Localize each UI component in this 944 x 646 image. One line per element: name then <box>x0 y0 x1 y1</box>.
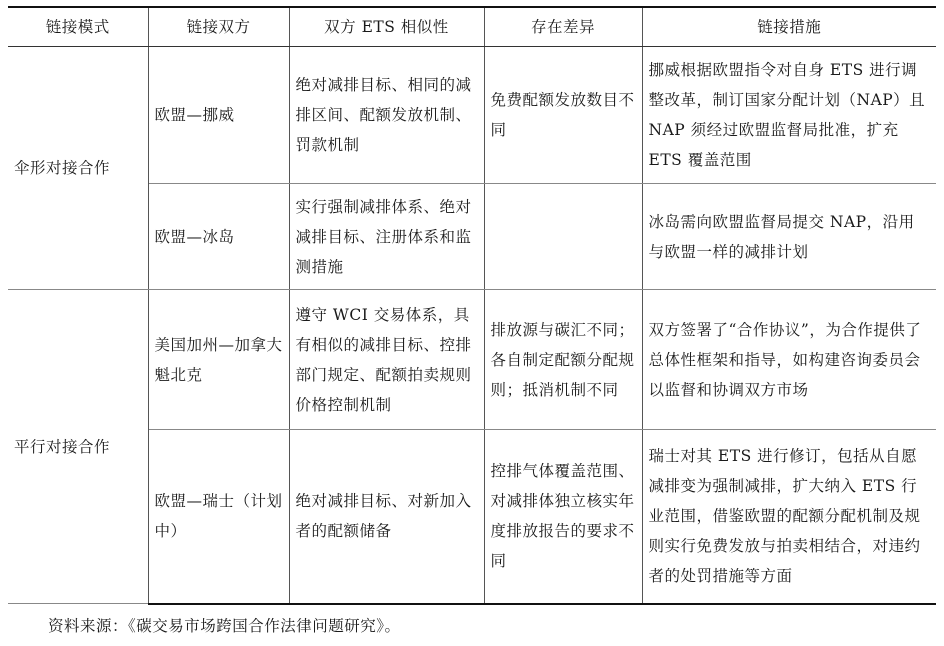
table-row <box>8 47 936 184</box>
difference-cell: 排放源与碳汇不同；各自制定配额分配规则；抵消机制不同 <box>484 290 642 430</box>
source-note: 资料来源：《碳交易市场跨国合作法律问题研究》。 <box>48 617 401 635</box>
parties-cell: 欧盟—冰岛 <box>148 184 289 290</box>
table-row <box>8 430 936 604</box>
header-link-mode: 链接模式 <box>8 7 148 47</box>
table-row <box>8 184 936 290</box>
similarity-cell: 绝对减排目标、相同的减排区间、配额发放机制、罚款机制 <box>289 47 484 184</box>
header-link-measures: 链接措施 <box>642 7 936 47</box>
parties-cell: 美国加州—加拿大魁北克 <box>148 290 289 430</box>
similarity-cell: 绝对减排目标、对新加入者的配额储备 <box>289 430 484 604</box>
similarity-cell: 遵守 WCI 交易体系，具有相似的减排目标、控排部门规定、配额拍卖规则价格控制机制 <box>289 290 484 430</box>
link-mode-cell: 伞形对接合作 <box>8 47 148 290</box>
header-differences: 存在差异 <box>484 7 642 47</box>
header-ets-similarity: 双方 ETS 相似性 <box>289 7 484 47</box>
measures-cell: 瑞士对其 ETS 进行修订，包括从自愿减排变为强制减排，扩大纳入 ETS 行业范围，借鉴欧盟的配额分配机制及规则实行免费发放与拍卖相结合，对违约者的处罚措施等方面 <box>642 430 936 604</box>
header-row <box>8 7 936 47</box>
difference-cell: 控排气体覆盖范围、对减排体独立核实年度排放报告的要求不同 <box>484 430 642 604</box>
similarity-cell: 实行强制减排体系、绝对减排目标、注册体系和监测措施 <box>289 184 484 290</box>
measures-cell: 冰岛需向欧盟监督局提交 NAP，沿用与欧盟一样的减排计划 <box>642 184 936 290</box>
link-mode-cell: 平行对接合作 <box>8 290 148 604</box>
header-link-parties: 链接双方 <box>148 7 289 47</box>
comparison-table <box>8 6 936 605</box>
difference-cell: 免费配额发放数目不同 <box>484 47 642 184</box>
parties-cell: 欧盟—挪威 <box>148 47 289 184</box>
difference-cell <box>484 184 642 290</box>
measures-cell: 挪威根据欧盟指令对自身 ETS 进行调整改革，制订国家分配计划（NAP）且 NAP 须经过欧盟监督局批准，扩充 ETS 覆盖范围 <box>642 47 936 184</box>
table-row <box>8 290 936 430</box>
parties-cell: 欧盟—瑞士（计划中） <box>148 430 289 604</box>
measures-cell: 双方签署了“合作协议”，为合作提供了总体性框架和指导，如构建咨询委员会以监督和协调双方市场 <box>642 290 936 430</box>
